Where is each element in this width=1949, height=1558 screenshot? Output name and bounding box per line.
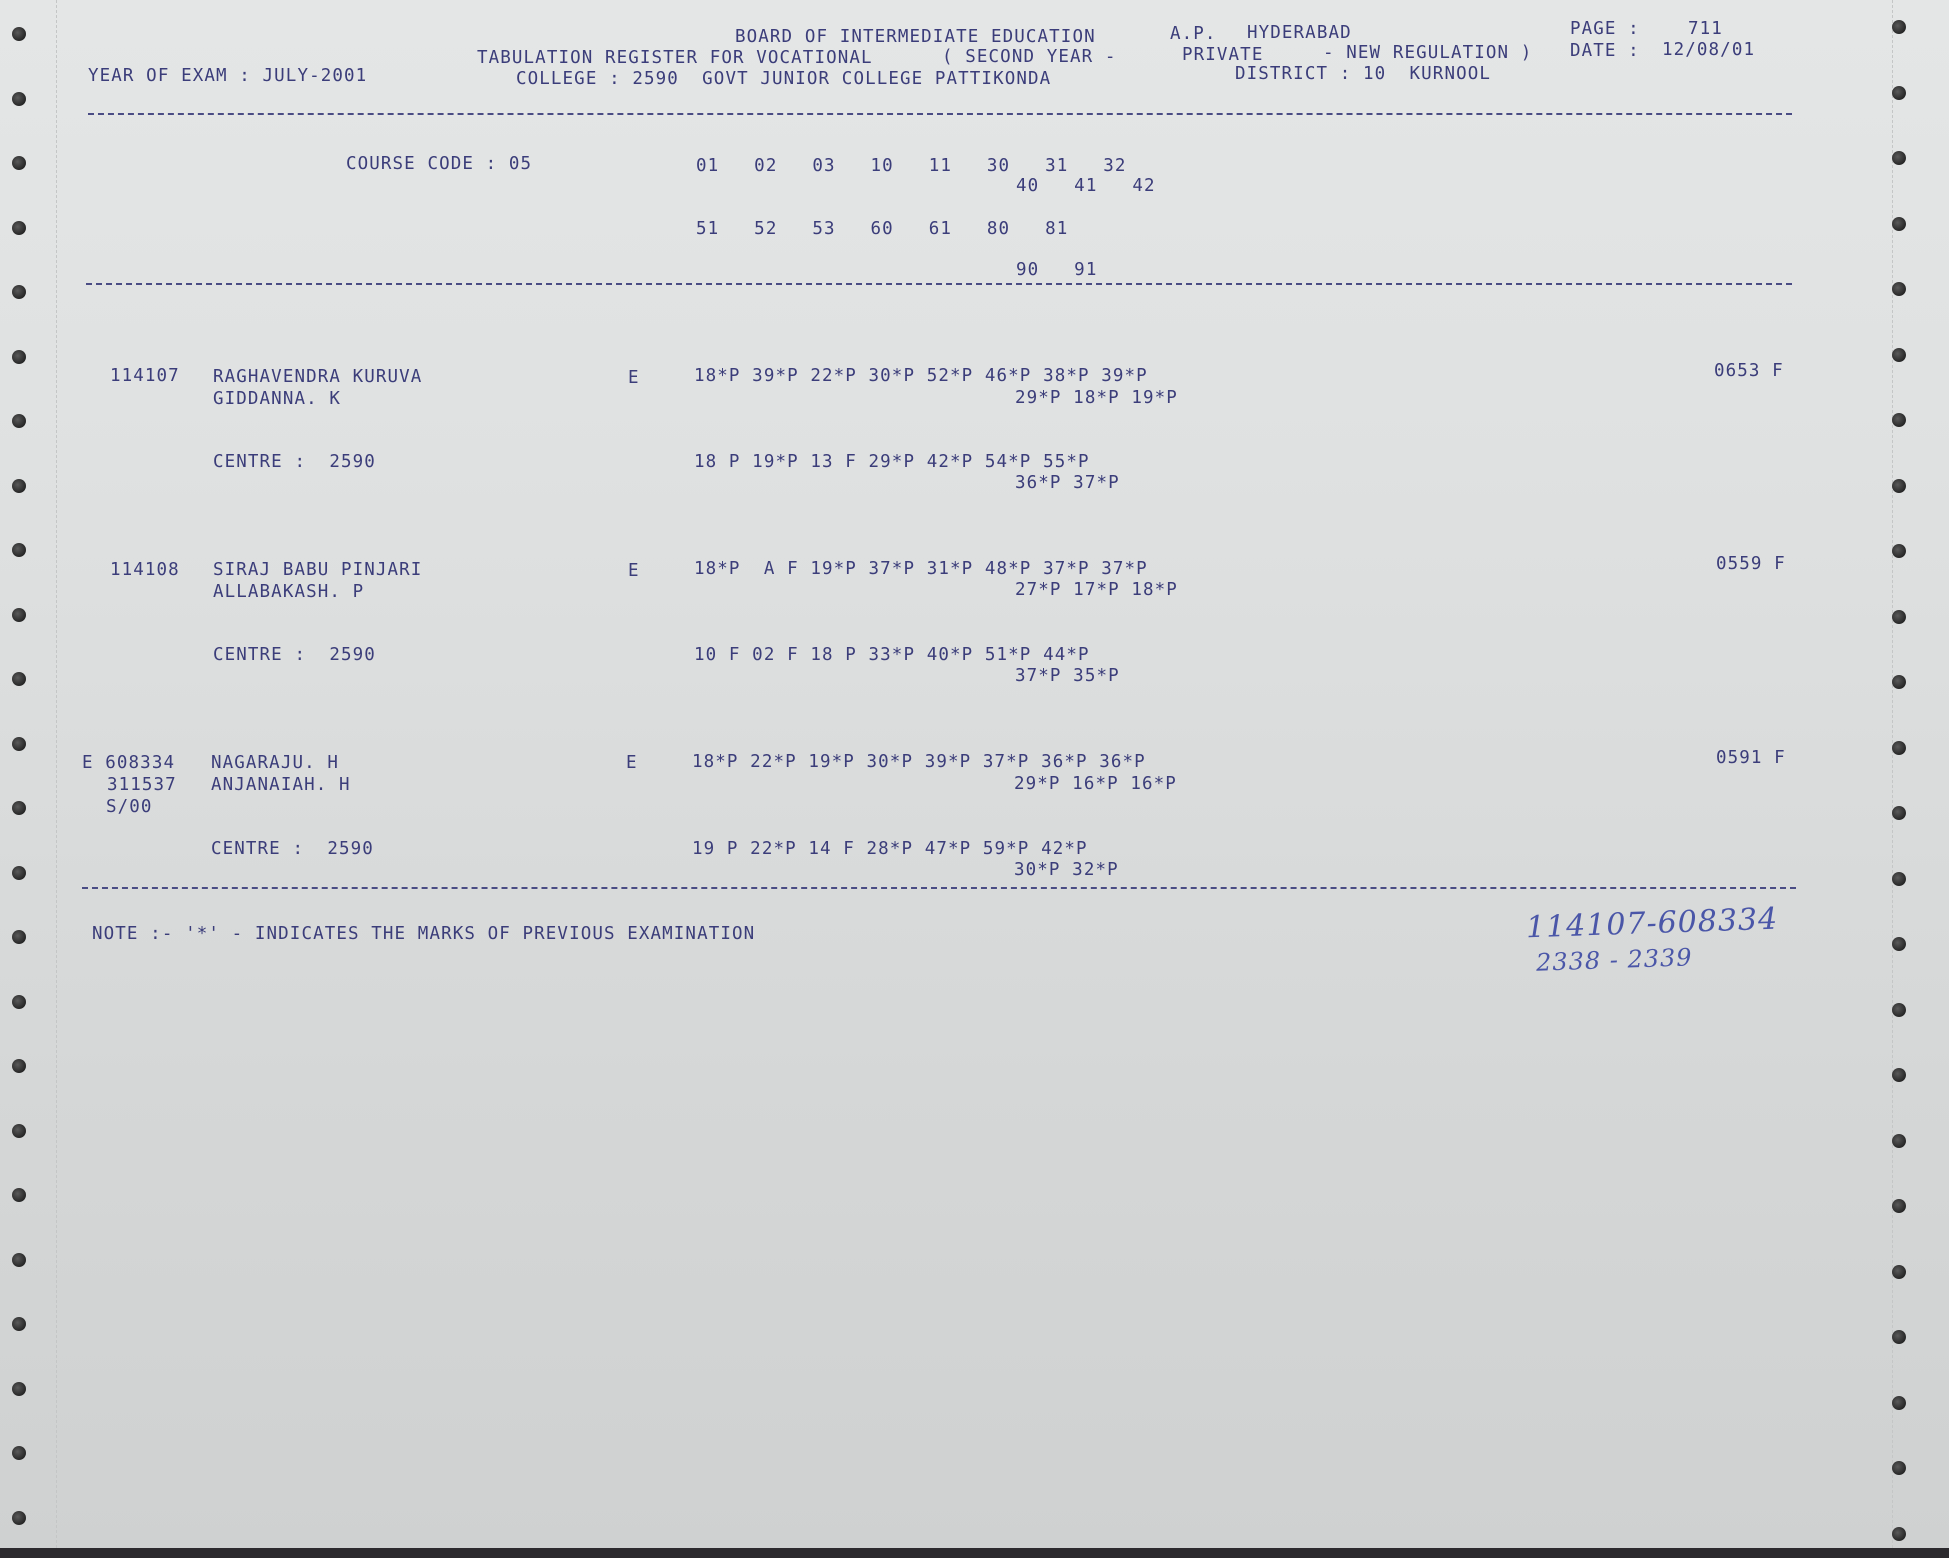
feed-hole xyxy=(1892,544,1906,558)
date-value: 12/08/01 xyxy=(1662,40,1756,60)
marks-row: 18*P 39*P 22*P 30*P 52*P 46*P 38*P 39*P xyxy=(694,366,1148,386)
student-name: NAGARAJU. H xyxy=(211,753,339,773)
course-code-label: COURSE CODE : 05 xyxy=(346,154,533,174)
feed-hole xyxy=(12,1188,26,1202)
subject-codes-row1b: 40 41 42 xyxy=(1016,176,1156,196)
feed-hole xyxy=(12,737,26,751)
footer-rule xyxy=(82,887,1796,889)
student-reference-number: 311537 xyxy=(107,775,177,795)
feed-hole xyxy=(12,1446,26,1460)
total-result: 0653 F xyxy=(1714,361,1784,381)
handwritten-centre-codes: 2338 - 2339 xyxy=(1535,943,1693,977)
marks-row: 36*P 37*P xyxy=(1015,473,1120,493)
feed-hole xyxy=(12,1317,26,1331)
medium-code: E xyxy=(628,368,640,388)
total-result: 0559 F xyxy=(1716,554,1786,574)
marks-row: 27*P 17*P 18*P xyxy=(1015,580,1178,600)
page-number: 711 xyxy=(1688,19,1723,39)
feed-hole xyxy=(12,1059,26,1073)
subject-codes-row3: 90 91 xyxy=(1016,260,1098,280)
marks-row: 19 P 22*P 14 F 28*P 47*P 59*P 42*P xyxy=(692,839,1088,859)
feed-hole xyxy=(12,1382,26,1396)
father-name: ALLABAKASH. P xyxy=(213,582,365,602)
header-rule xyxy=(88,113,1792,115)
total-result: 0591 F xyxy=(1716,748,1786,768)
centre-code: CENTRE : 2590 xyxy=(213,452,376,472)
student-status-code: S/00 xyxy=(106,797,153,817)
feed-hole xyxy=(12,801,26,815)
footnote: NOTE :- '*' - INDICATES THE MARKS OF PREVIOUS EXAMINATION xyxy=(92,924,756,944)
feed-hole xyxy=(1892,806,1906,820)
subject-codes-row1: 01 02 03 10 11 30 31 32 xyxy=(696,156,1127,176)
feed-hole xyxy=(1892,1527,1906,1541)
board-name: BOARD OF INTERMEDIATE EDUCATION xyxy=(735,27,1096,47)
feed-hole xyxy=(12,414,26,428)
feed-hole xyxy=(1892,1330,1906,1344)
centre-code: CENTRE : 2590 xyxy=(213,645,376,665)
exam-year: YEAR OF EXAM : JULY-2001 xyxy=(88,66,368,86)
feed-hole xyxy=(12,285,26,299)
feed-hole xyxy=(1892,217,1906,231)
father-name: ANJANAIAH. H xyxy=(211,775,351,795)
feed-hole xyxy=(12,608,26,622)
state-code: A.P. xyxy=(1170,24,1217,44)
feed-hole xyxy=(1892,1199,1906,1213)
marks-row: 18*P 22*P 19*P 30*P 39*P 37*P 36*P 36*P xyxy=(692,752,1146,772)
left-feed-strip xyxy=(0,0,57,1548)
feed-hole xyxy=(1892,1068,1906,1082)
feed-hole xyxy=(12,92,26,106)
feed-hole xyxy=(12,156,26,170)
register-title: TABULATION REGISTER FOR VOCATIONAL xyxy=(477,48,873,68)
feed-hole xyxy=(12,672,26,686)
feed-hole xyxy=(1892,741,1906,755)
feed-hole xyxy=(12,1511,26,1525)
feed-hole xyxy=(1892,86,1906,100)
course-rule xyxy=(86,283,1792,285)
feed-hole xyxy=(1892,1265,1906,1279)
feed-hole xyxy=(1892,937,1906,951)
subject-codes-row2: 51 52 53 60 61 80 81 xyxy=(696,219,1069,239)
date-label: DATE : xyxy=(1570,41,1640,61)
feed-hole xyxy=(1892,1461,1906,1475)
feed-hole xyxy=(1892,1396,1906,1410)
marks-row: 18*P A F 19*P 37*P 31*P 48*P 37*P 37*P xyxy=(694,559,1148,579)
board-city: HYDERABAD xyxy=(1247,23,1352,43)
feed-hole xyxy=(1892,1003,1906,1017)
marks-row: 30*P 32*P xyxy=(1014,860,1119,880)
medium-code: E xyxy=(628,561,640,581)
feed-hole xyxy=(1892,20,1906,34)
student-roll-number: E 608334 xyxy=(82,753,176,773)
feed-hole xyxy=(1892,1134,1906,1148)
feed-hole xyxy=(12,930,26,944)
feed-hole xyxy=(12,350,26,364)
feed-hole xyxy=(1892,282,1906,296)
feed-hole xyxy=(12,543,26,557)
father-name: GIDDANNA. K xyxy=(213,389,341,409)
feed-hole xyxy=(1892,413,1906,427)
marks-row: 10 F 02 F 18 P 33*P 40*P 51*P 44*P xyxy=(694,645,1090,665)
feed-hole xyxy=(1892,872,1906,886)
feed-hole xyxy=(12,479,26,493)
college-line: COLLEGE : 2590 GOVT JUNIOR COLLEGE PATTIKONDA xyxy=(516,69,1052,89)
district-line: DISTRICT : 10 KURNOOL xyxy=(1235,64,1491,84)
feed-hole xyxy=(12,1124,26,1138)
feed-hole xyxy=(12,27,26,41)
marks-row: 18 P 19*P 13 F 29*P 42*P 54*P 55*P xyxy=(694,452,1090,472)
student-name: SIRAJ BABU PINJARI xyxy=(213,560,423,580)
feed-hole xyxy=(12,1253,26,1267)
feed-hole xyxy=(1892,675,1906,689)
feed-hole xyxy=(12,866,26,880)
feed-hole xyxy=(1892,479,1906,493)
student-name: RAGHAVENDRA KURUVA xyxy=(213,367,423,387)
handwritten-range: 114107-608334 xyxy=(1525,901,1779,946)
feed-hole xyxy=(12,995,26,1009)
regulation: - NEW REGULATION ) xyxy=(1323,43,1533,63)
feed-hole xyxy=(1892,151,1906,165)
feed-hole xyxy=(1892,348,1906,362)
centre-code: CENTRE : 2590 xyxy=(211,839,374,859)
medium-code: E xyxy=(626,753,638,773)
feed-hole xyxy=(1892,610,1906,624)
student-roll-number: 114108 xyxy=(110,560,180,580)
feed-hole xyxy=(12,221,26,235)
category: PRIVATE xyxy=(1182,45,1264,65)
right-feed-strip xyxy=(1892,0,1949,1548)
marks-row: 29*P 16*P 16*P xyxy=(1014,774,1177,794)
marks-row: 37*P 35*P xyxy=(1015,666,1120,686)
student-roll-number: 114107 xyxy=(110,366,180,386)
page-label: PAGE : xyxy=(1570,19,1640,39)
year-part: ( SECOND YEAR - xyxy=(942,47,1117,67)
marks-row: 29*P 18*P 19*P xyxy=(1015,388,1178,408)
